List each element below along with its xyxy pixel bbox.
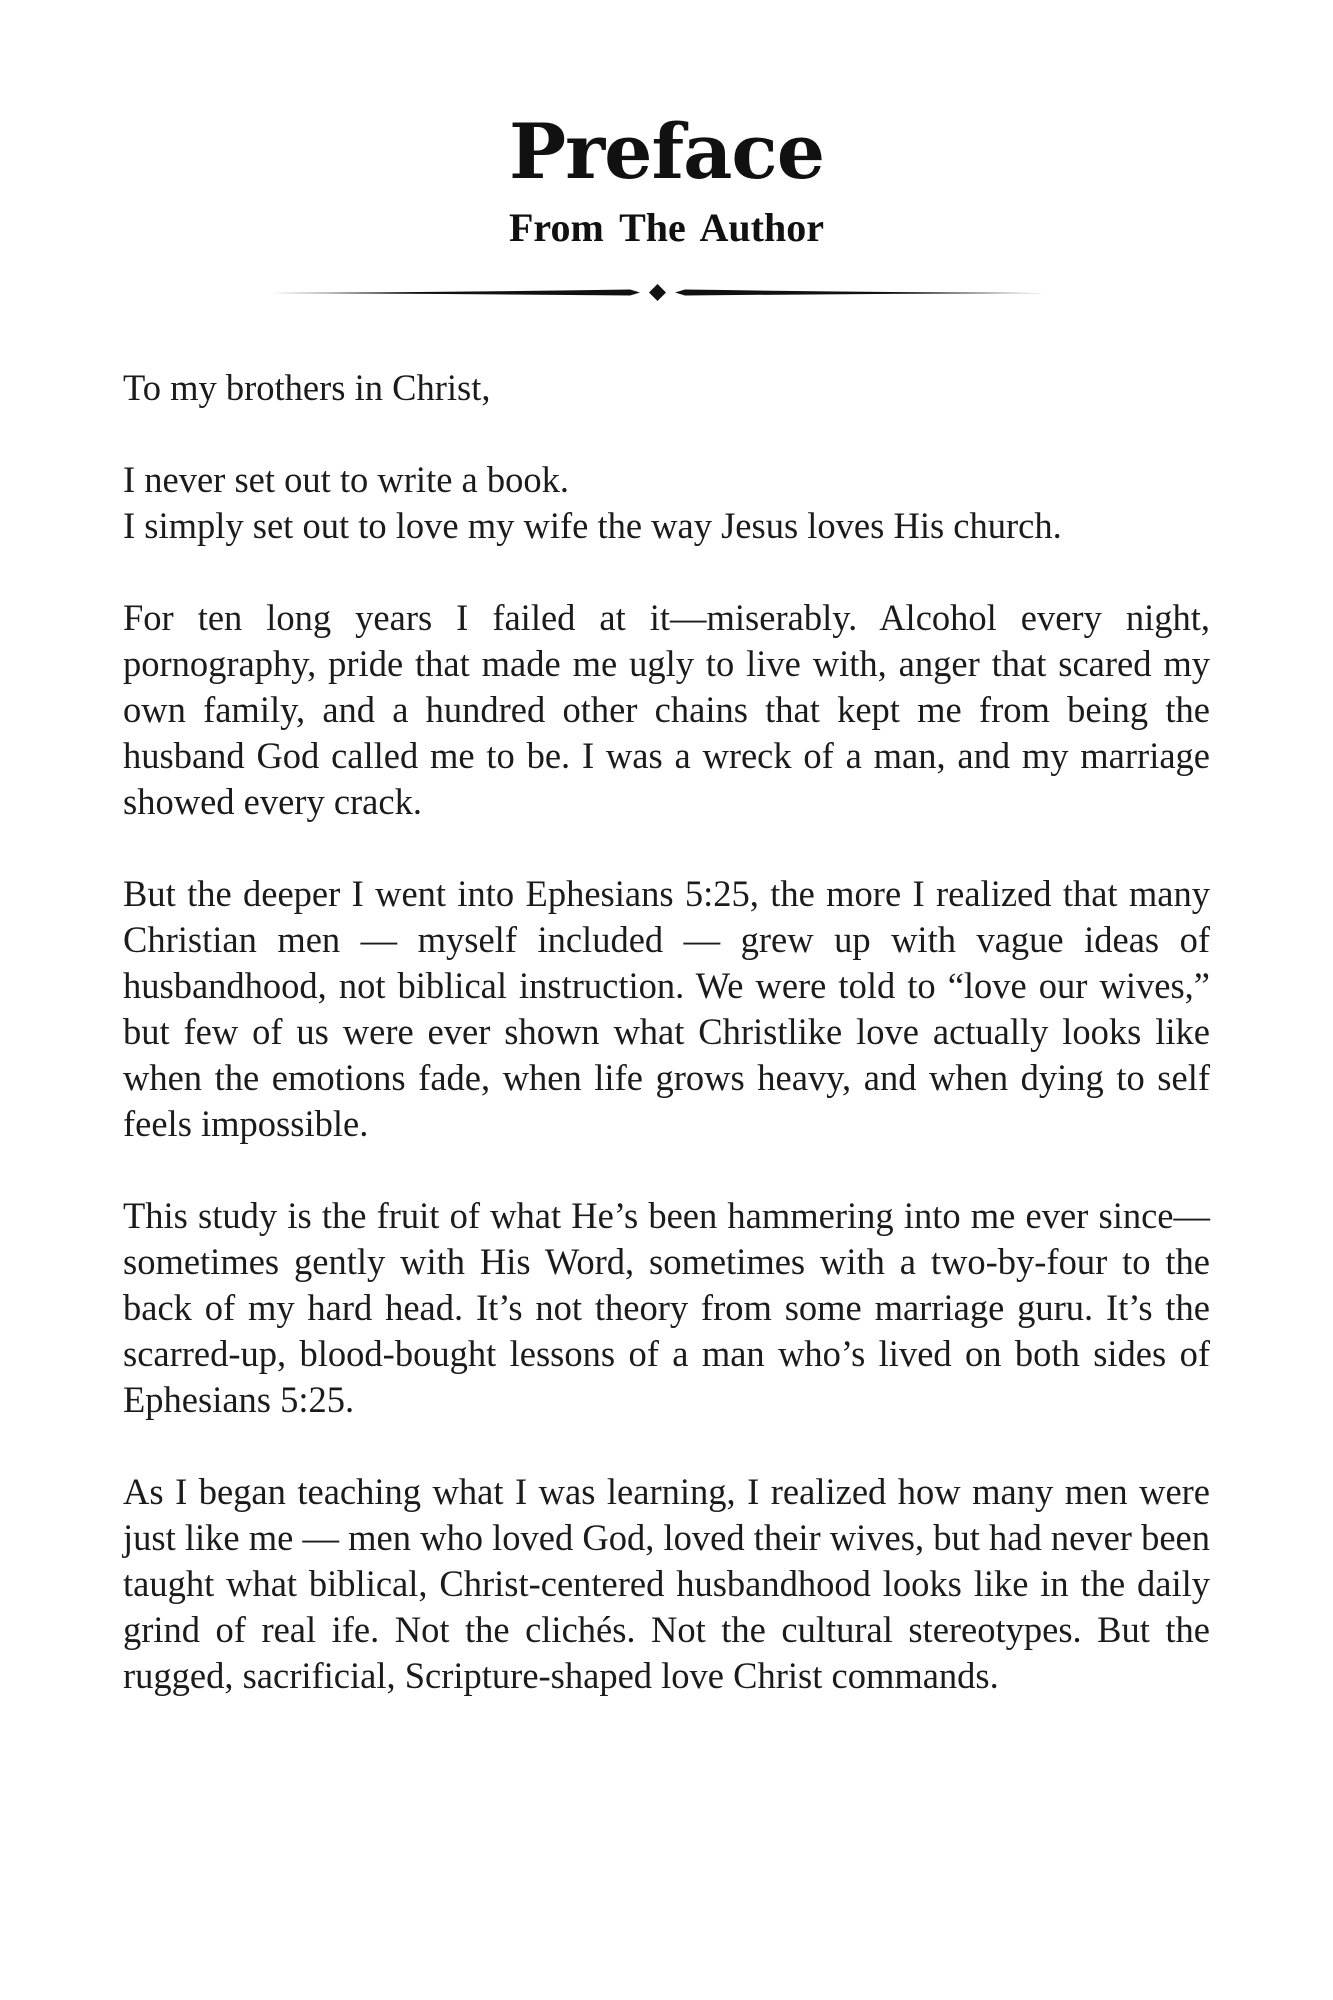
paragraph-failure: For ten long years I failed at it—miserably. Alcohol every night, pornography, pride that made me ugly to live with, anger that scared my own family, and a hundred other chains that kept me from being the husband God called me to be. I was a wreck of a man, and my marriage showed every crack.: [123, 597, 1210, 822]
page-subtitle: From The Author: [509, 204, 824, 250]
salutation: To my brothers in Christ,: [123, 367, 491, 408]
preface-body: [123, 365, 1210, 1745]
paragraph-opening: [123, 457, 1210, 549]
paragraph-opening-line-2: I simply set out to love my wife the way Jesus loves His church.: [123, 505, 1062, 546]
paragraph-opening-line-1: I never set out to write a book.: [123, 459, 569, 500]
paragraph-ephesians: But the deeper I went into Ephesians 5:25, the more I realized that many Christian men — myself included — grew up with vague ideas of husbandhood, not biblical instruction. We were told to “love our wives,” but few of us were ever shown what Christlike love actually looks like when the emotions fade, when life grows heavy, and when dying to self feels impossible.: [123, 873, 1210, 1144]
page-header: [0, 107, 1333, 250]
page-title: Preface: [508, 107, 825, 196]
paragraph-teaching: As I began teaching what I was learning, I realized how many men were just like me — men who loved God, loved their wives, but had never been taught what biblical, Christ-centered husbandhood looks like in the daily grind of real ife. Not the clichés. Not the cultural stereotypes. But the rugged, sacrificial, Scripture-shaped love Christ commands.: [123, 1471, 1210, 1696]
divider-ornament-icon: [0, 280, 1333, 304]
paragraph-study: This study is the fruit of what He’s been hammering into me ever since—sometimes gently with His Word, sometimes with a two-by-four to the back of my hard head. It’s not theory from some marriage guru. It’s the scarred-up, blood-bought lessons of a man who’s lived on both sides of Ephesians 5:25.: [123, 1195, 1210, 1420]
